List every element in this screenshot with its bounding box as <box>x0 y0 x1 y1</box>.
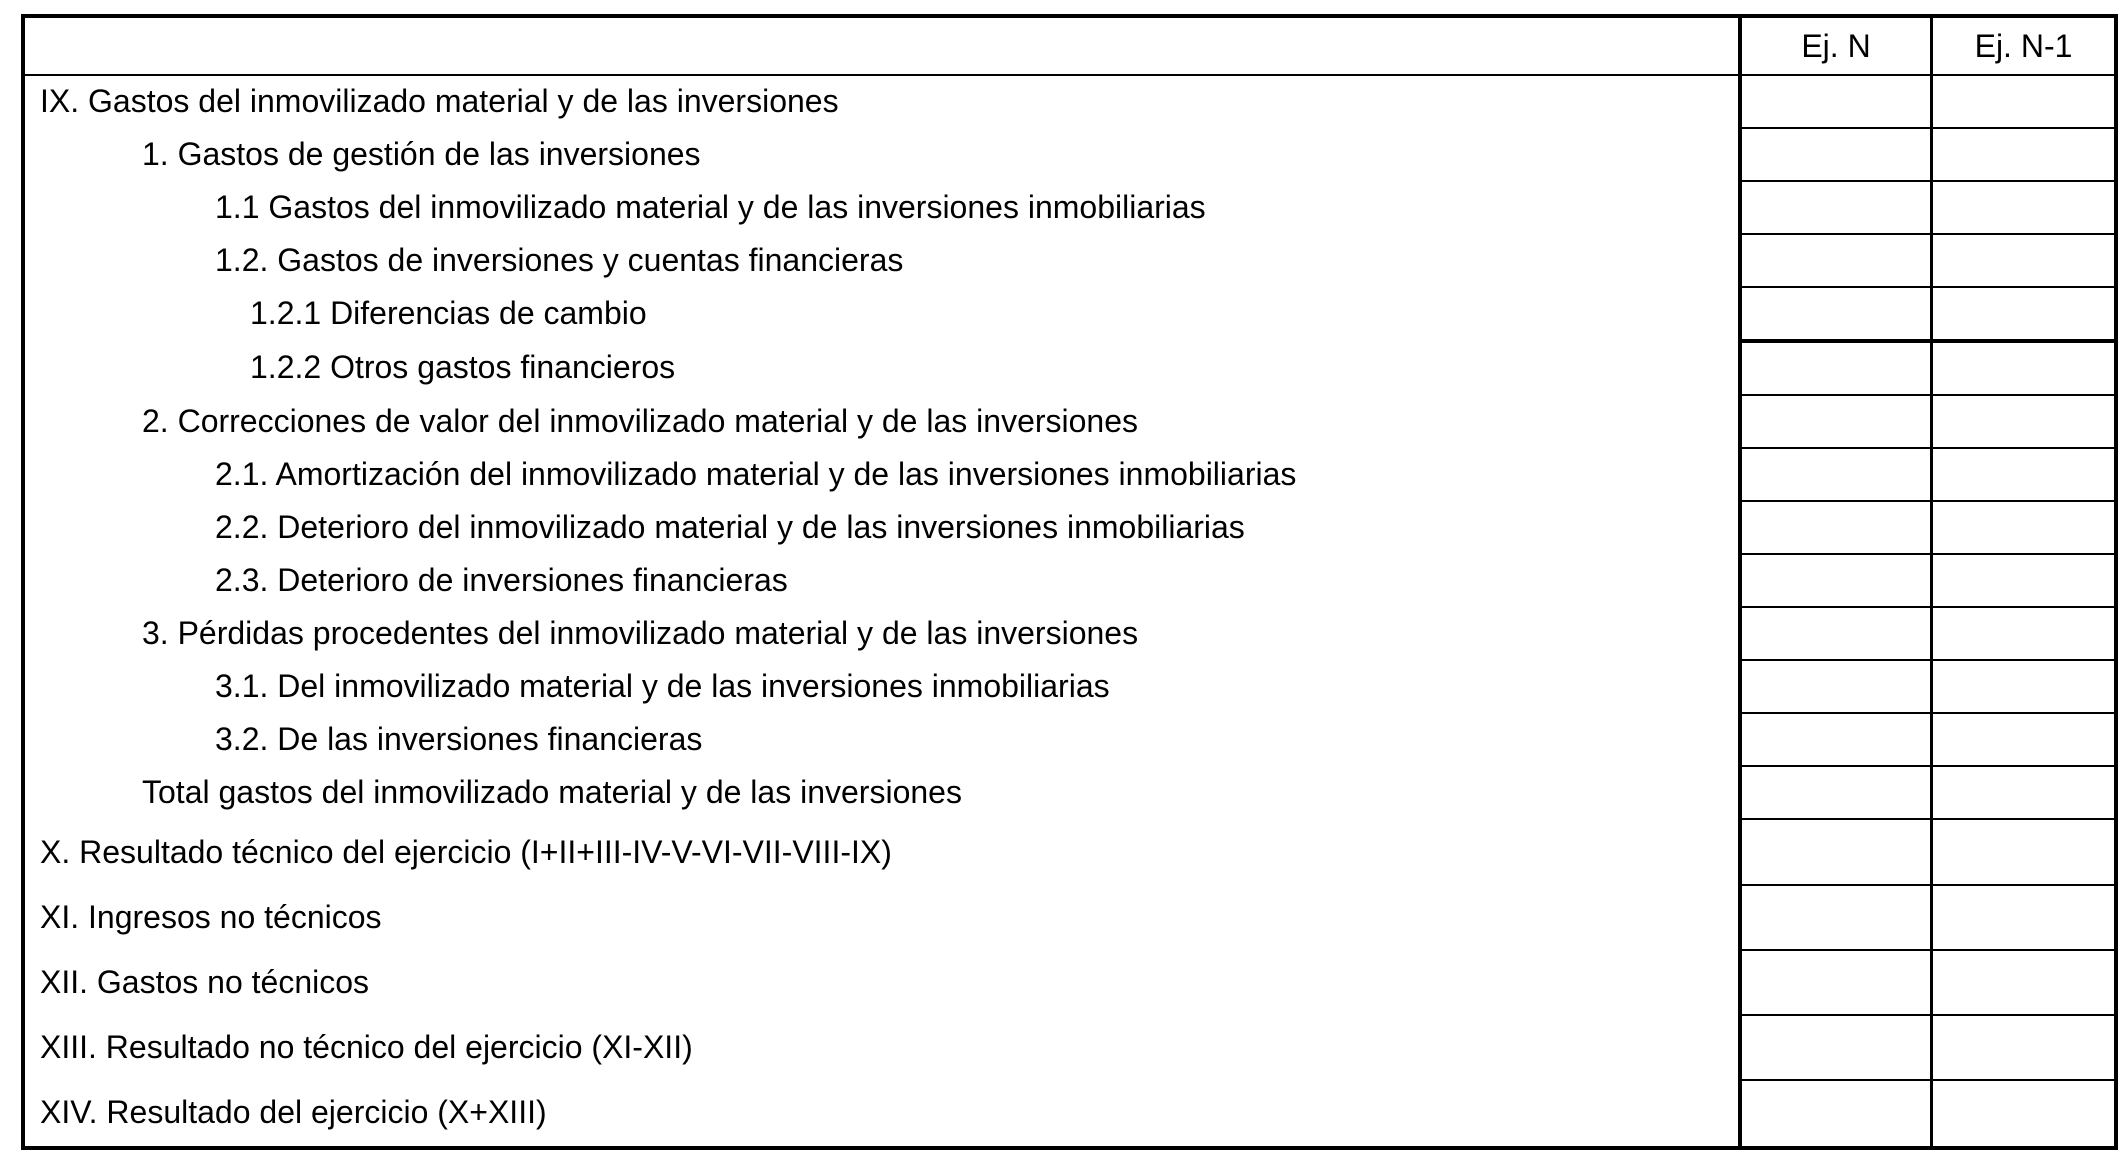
header-ej-n-1: Ej. N-1 <box>1974 28 2073 64</box>
row-label: 1.2. Gastos de inversiones y cuentas financieras <box>215 242 904 278</box>
row-label: IX. Gastos del inmovilizado material y de las inversiones <box>40 83 839 119</box>
cell-divider <box>1740 1079 2114 1081</box>
row-label: 2.1. Amortización del inmovilizado material y de las inversiones inmobiliarias <box>215 456 1297 492</box>
row-label: Total gastos del inmovilizado material y de las inversiones <box>142 774 962 810</box>
row-label: 1. Gastos de gestión de las inversiones <box>142 136 701 172</box>
row-label: 2.2. Deterioro del inmovilizado material y de las inversiones inmobiliarias <box>215 509 1245 545</box>
cell-divider <box>1740 1014 2114 1016</box>
row-label: XIII. Resultado no técnico del ejercicio (XI-XII) <box>40 1029 693 1065</box>
column-divider <box>1930 18 1933 1146</box>
row-label: XII. Gastos no técnicos <box>40 964 370 1000</box>
financial-table <box>21 14 2118 1150</box>
row-label: 1.2.1 Diferencias de cambio <box>250 295 647 331</box>
cell-divider <box>1740 884 2114 886</box>
row-label: 1.1 Gastos del inmovilizado material y de las inversiones inmobiliarias <box>215 189 1206 225</box>
cell-divider <box>1740 949 2114 951</box>
row-label: 2.3. Deterioro de inversiones financieras <box>215 562 788 598</box>
row-label: 2. Correcciones de valor del inmovilizado material y de las inversiones <box>142 403 1139 439</box>
row-label: XIV. Resultado del ejercicio (X+XIII) <box>40 1093 547 1130</box>
row-label: 3. Pérdidas procedentes del inmovilizado material y de las inversiones <box>142 615 1139 651</box>
row-label: 3.1. Del inmovilizado material y de las inversiones inmobiliarias <box>215 668 1110 704</box>
row-label: X. Resultado técnico del ejercicio (I+II+III-IV-V-VI-VII-VIII-IX) <box>40 833 892 870</box>
header-ej-n: Ej. N <box>1801 28 1871 64</box>
row-label: 3.2. De las inversiones financieras <box>215 721 703 757</box>
row-label: 1.2.2 Otros gastos financieros <box>250 349 676 385</box>
row-label: XI. Ingresos no técnicos <box>40 899 382 935</box>
